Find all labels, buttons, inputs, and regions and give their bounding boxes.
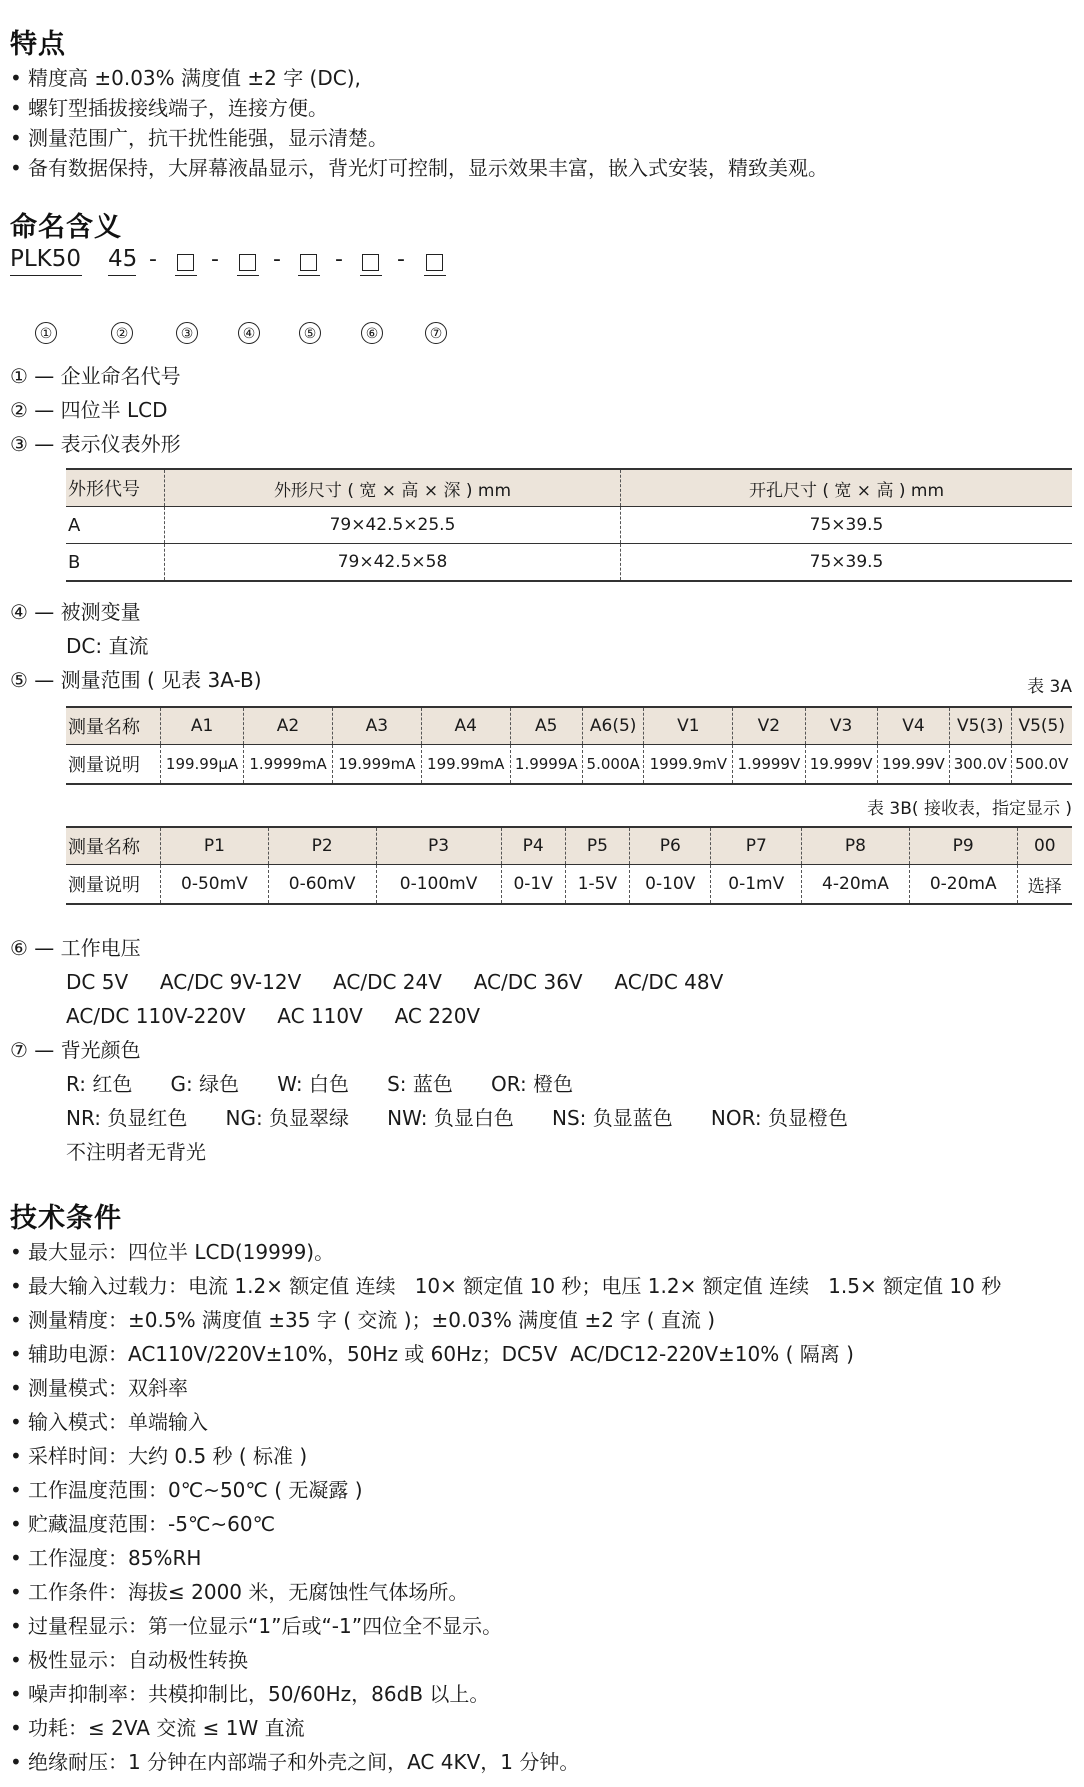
tech-item-text: 辅助电源：AC110V/220V±10%，50Hz 或 60Hz；DC5V AC/DC12-220V±10% ( 隔离 ) [28,1342,854,1366]
bullet-icon: • [10,1716,22,1740]
naming-item-5: ⑤ — 测量范围 ( 见表 3A-B) [10,668,262,692]
code-box-4 [239,254,256,271]
tech-item [10,1512,275,1536]
feature-item: • 备有数据保持，大屏幕液晶显示，背光灯可控制，显示效果丰富，嵌入式安装，精致美观。 [10,156,828,180]
table-header-cell: V1 [644,707,733,745]
tech-item [10,1716,305,1740]
table-header-cell: 外形尺寸 ( 宽 × 高 × 深 ) mm [165,469,621,507]
table-row [66,745,1072,785]
underline [237,275,259,276]
tech-item [10,1750,579,1774]
bullet-icon: • [10,96,22,120]
tech-item [10,1648,248,1672]
tech-item-text: 测量模式：双斜率 [28,1376,188,1400]
table-cell: 19.999V [805,745,877,785]
table-header-cell: V2 [733,707,805,745]
tech-item [10,1682,489,1706]
underline [108,275,136,276]
table-header-cell: V4 [877,707,949,745]
bullet-icon: • [10,1682,22,1706]
tech-item-text: 测量精度：±0.5% 满度值 ±35 字 ( 交流 )；±0.03% 满度值 ±2 字 ( 直流 ) [28,1308,716,1332]
table-cell: 79×42.5×58 [165,544,621,582]
code-box-3 [177,254,194,271]
bullet-icon: • [10,1410,22,1434]
tech-item [10,1478,363,1502]
table-cell: 199.99mA [421,745,510,785]
bullet-icon: • [10,1648,22,1672]
table-header-cell: 测量名称 [66,827,161,865]
circle-number: ④ [238,322,260,344]
table-cell: 1.9999mA [244,745,333,785]
circle-number: ② [111,322,133,344]
shape-table [66,468,1072,582]
table-header-row [66,707,1072,745]
table-row [66,507,1072,544]
table-header-cell: A1 [161,707,244,745]
table-cell: 75×39.5 [621,544,1073,582]
model-prefix: PLK50 [10,246,82,272]
code-box-6 [362,254,379,271]
underline [360,275,382,276]
table-header-cell: V5(3) [950,707,1011,745]
tech-item-text: 功耗：≤ 2VA 交流 ≤ 1W 直流 [28,1716,305,1740]
tech-item [10,1342,854,1366]
table-cell: 1.9999A [510,745,582,785]
table-header-cell: 00 [1017,827,1072,865]
tech-item [10,1546,201,1570]
table-cell: 0-20mA [909,865,1017,905]
circle-number: ③ [176,322,198,344]
table-header-cell: V5(5) [1011,707,1072,745]
code-box-5 [300,254,317,271]
table-header-cell: P9 [909,827,1017,865]
table-cell: 75×39.5 [621,507,1073,544]
naming-heading: 命名含义 [10,212,122,243]
table-header-row [66,469,1072,507]
tech-item-text: 工作湿度：85%RH [28,1546,202,1570]
separator: - [149,247,157,272]
table-header-cell: A5 [510,707,582,745]
table-cell: 0-50mV [161,865,269,905]
circle-number: ① [35,322,57,344]
feature-item: • 测量范围广，抗干扰性能强，显示清楚。 [10,126,388,150]
table-3a-caption: 表 3A [1027,677,1072,697]
bullet-icon: • [10,1240,22,1264]
table-cell: 0-60mV [268,865,376,905]
table-cell: A [66,507,165,544]
model-series: 45 [108,246,138,272]
underline [298,275,320,276]
naming-item-1: ① — 企业命名代号 [10,364,181,388]
feature-item: • 螺钉型插拔接线端子，连接方便。 [10,96,328,120]
bullet-icon: • [10,1512,22,1536]
table-header-cell: A2 [244,707,333,745]
range-table-3a [66,706,1072,785]
bullet-icon: • [10,1580,22,1604]
separator: - [211,247,219,272]
backlight-note: 不注明者无背光 [66,1140,206,1164]
bullet-icon: • [10,1546,22,1570]
tech-item-text: 绝缘耐压：1 分钟在内部端子和外壳之间，AC 4KV，1 分钟。 [28,1750,580,1774]
bullet-icon: • [10,1750,22,1774]
tech-item-text: 输入模式：单端输入 [28,1410,208,1434]
tech-item [10,1308,715,1332]
circle-number: ⑤ [299,322,321,344]
naming-item-3: ③ — 表示仪表外形 [10,432,181,456]
table-cell: 199.99μA [161,745,244,785]
range-table-3b [66,826,1072,905]
backlight-options-line-2: NR: 负显红色 NG: 负显翠绿 NW: 负显白色 NS: 负显蓝色 NOR: 负显橙色 [66,1106,848,1130]
naming-item-4-sub: DC: 直流 [66,634,149,658]
table-cell: 0-10V [630,865,711,905]
voltage-options-line-1: DC 5V AC/DC 9V-12V AC/DC 24V AC/DC 36V AC/DC 48V [66,970,724,994]
naming-item-2: ② — 四位半 LCD [10,398,168,422]
table-row [66,865,1072,905]
table-cell: 1-5V [565,865,629,905]
bullet-icon: • [10,1376,22,1400]
tech-item [10,1614,502,1638]
table-header-row [66,827,1072,865]
table-header-cell: 外形代号 [66,469,165,507]
feature-item: • 精度高 ±0.03% 满度值 ±2 字 (DC), [10,66,361,90]
tech-item-text: 极性显示：自动极性转换 [28,1648,248,1672]
separator: - [273,247,281,272]
table-cell: 0-1V [501,865,565,905]
table-cell: 5.000A [582,745,643,785]
table-header-cell: P4 [501,827,565,865]
table-header-cell: P1 [161,827,269,865]
tech-item-text: 过量程显示：第一位显示“1”后或“-1”四位全不显示。 [28,1614,503,1638]
underline [424,275,446,276]
table-cell: 79×42.5×25.5 [165,507,621,544]
circle-number: ⑦ [425,322,447,344]
naming-item-6: ⑥ — 工作电压 [10,936,141,960]
table-header-cell: 测量名称 [66,707,161,745]
bullet-icon: • [10,1614,22,1638]
table-cell: 1.9999V [733,745,805,785]
table-cell: B [66,544,165,582]
table-cell: 测量说明 [66,865,161,905]
table-header-cell: P5 [565,827,629,865]
tech-item-text: 最大输入过载力：电流 1.2× 额定值 连续 10× 额定值 10 秒；电压 1.2× 额定值 连续 1.5× 额定值 10 秒 [28,1274,1002,1298]
underline [175,275,197,276]
table-cell: 4-20mA [802,865,910,905]
underline [10,275,82,276]
backlight-options-line-1: R: 红色 G: 绿色 W: 白色 S: 蓝色 OR: 橙色 [66,1072,574,1096]
code-box-7 [426,254,443,271]
table-header-cell: P6 [630,827,711,865]
naming-item-4: ④ — 被测变量 [10,600,141,624]
bullet-icon: • [10,66,22,90]
table-row [66,544,1072,582]
voltage-options-line-2: AC/DC 110V-220V AC 110V AC 220V [66,1004,481,1028]
table-cell: 1999.9mV [644,745,733,785]
bullet-icon: • [10,1308,22,1332]
table-header-cell: A3 [332,707,421,745]
table-header-cell: P7 [711,827,802,865]
table-cell: 500.0V [1011,745,1072,785]
tech-item-text: 工作温度范围：0℃~50℃ ( 无凝露 ) [28,1478,363,1502]
table-cell: 选择 [1017,865,1072,905]
table-header-cell: P8 [802,827,910,865]
bullet-icon: • [10,1274,22,1298]
tech-item-text: 采样时间：大约 0.5 秒 ( 标准 ) [28,1444,308,1468]
table-header-cell: P3 [376,827,501,865]
tech-item-text: 噪声抑制率：共模抑制比，50/60Hz，86dB 以上。 [28,1682,490,1706]
bullet-icon: • [10,156,22,180]
tech-item [10,1580,468,1604]
tech-item-text: 贮藏温度范围：-5℃~60℃ [28,1512,276,1536]
tech-item [10,1444,307,1468]
tech-item-text: 最大显示：四位半 LCD(19999)。 [28,1240,335,1264]
table-header-cell: A4 [421,707,510,745]
bullet-icon: • [10,126,22,150]
separator: - [335,247,343,272]
table-cell: 19.999mA [332,745,421,785]
table-header-cell: V3 [805,707,877,745]
bullet-icon: • [10,1342,22,1366]
circle-number: ⑥ [361,322,383,344]
table-cell: 199.99V [877,745,949,785]
naming-item-7: ⑦ — 背光颜色 [10,1038,141,1062]
table-header-cell: A6(5) [582,707,643,745]
table-cell: 300.0V [950,745,1011,785]
table-header-cell: 开孔尺寸 ( 宽 × 高 ) mm [621,469,1073,507]
features-heading: 特点 [10,29,66,60]
table-cell: 0-100mV [376,865,501,905]
separator: - [397,247,405,272]
bullet-icon: • [10,1478,22,1502]
table-3b-caption: 表 3B( 接收表，指定显示 ) [867,799,1072,819]
table-header-cell: P2 [268,827,376,865]
tech-item [10,1240,334,1264]
tech-item-text: 工作条件：海拔≤ 2000 米，无腐蚀性气体场所。 [28,1580,469,1604]
tech-heading: 技术条件 [10,1203,122,1234]
table-cell: 测量说明 [66,745,161,785]
tech-item [10,1410,208,1434]
table-cell: 0-1mV [711,865,802,905]
tech-item [10,1376,188,1400]
tech-item [10,1274,1001,1298]
bullet-icon: • [10,1444,22,1468]
